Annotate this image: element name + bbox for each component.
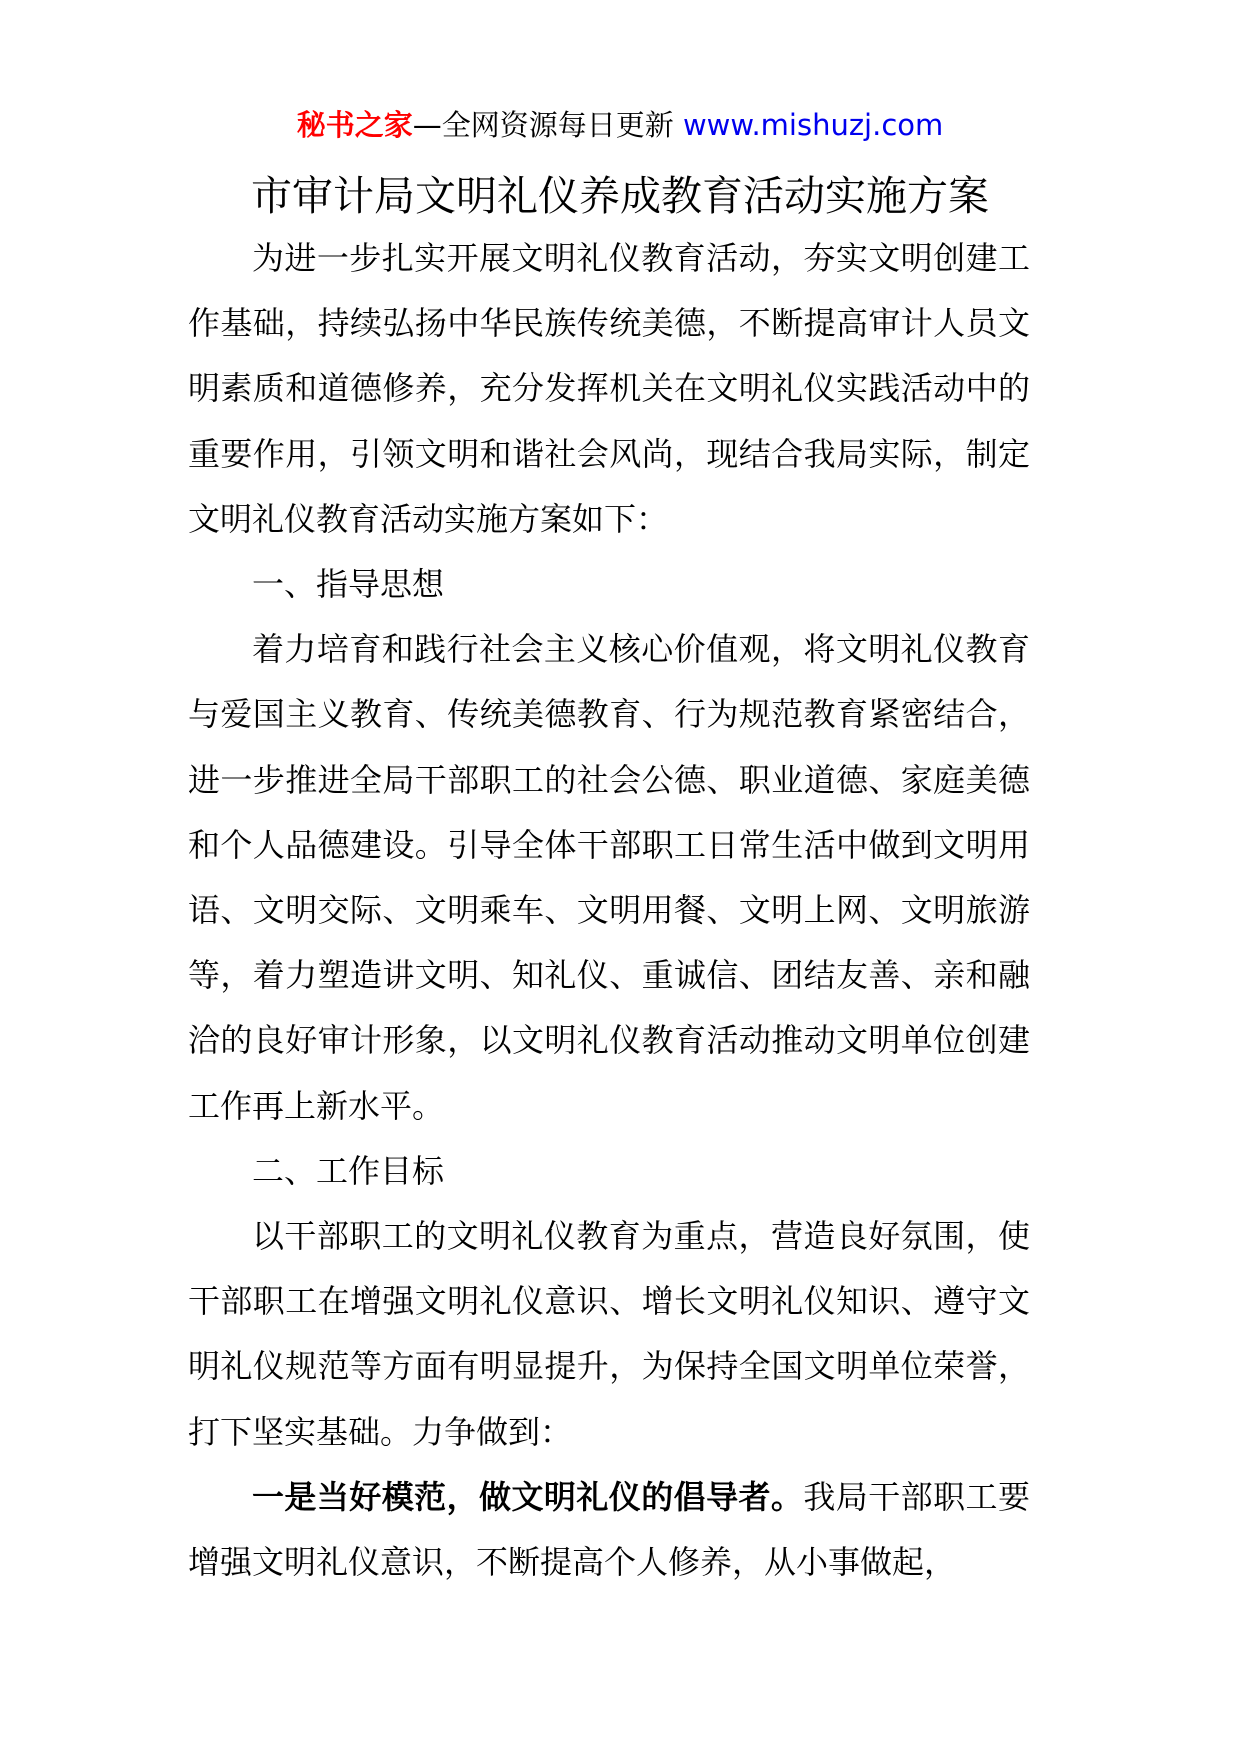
goal-item-1-lead: 一是当好模范，做文明礼仪的倡导者。 [252, 1477, 804, 1516]
document-body [188, 226, 1030, 1595]
section-heading-guiding-ideology: 一、指导思想 [252, 565, 445, 604]
goal-item-1-paragraph [188, 1465, 1030, 1595]
goal-item-1-text: 我局干部职工要增强文明礼仪意识，不断提高个人修养，从小事做起， [188, 1477, 1030, 1582]
site-url[interactable]: www.mishuzj.com [682, 108, 944, 142]
site-tagline: —全网资源每日更新 [412, 108, 683, 142]
section-heading-work-goals: 二、工作目标 [252, 1151, 445, 1190]
site-header [0, 100, 1240, 150]
work-goals-paragraph: 以干部职工的文明礼仪教育为重点，营造良好氛围，使干部职工在增强文明礼仪意识、增长文明礼仪知识、遵守文明礼仪规范等方面有明显提升，为保持全国文明单位荣誉，打下坚实基础。力争做到： [188, 1217, 1030, 1451]
document-title: 市审计局文明礼仪养成教育活动实施方案 [251, 172, 989, 220]
intro-paragraph: 为进一步扎实开展文明礼仪教育活动，夯实文明创建工作基础，持续弘扬中华民族传统美德，不断提高审计人员文明素质和道德修养，充分发挥机关在文明礼仪实践活动中的重要作用，引领文明和谐社会风尚，现结合我局实际，制定文明礼仪教育活动实施方案如下： [188, 239, 1030, 538]
guiding-ideology-paragraph: 着力培育和践行社会主义核心价值观，将文明礼仪教育与爱国主义教育、传统美德教育、行为规范教育紧密结合，进一步推进全局干部职工的社会公德、职业道德、家庭美德和个人品德建设。引导全体干部职工日常生活中做到文明用语、文明交际、文明乘车、文明用餐、文明上网、文明旅游等，着力塑造讲文明、知礼仪、重诚信、团结友善、亲和融洽的良好审计形象，以文明礼仪教育活动推动文明单位创建工作再上新水平。 [188, 630, 1030, 1125]
site-brand: 秘书之家 [296, 108, 413, 142]
